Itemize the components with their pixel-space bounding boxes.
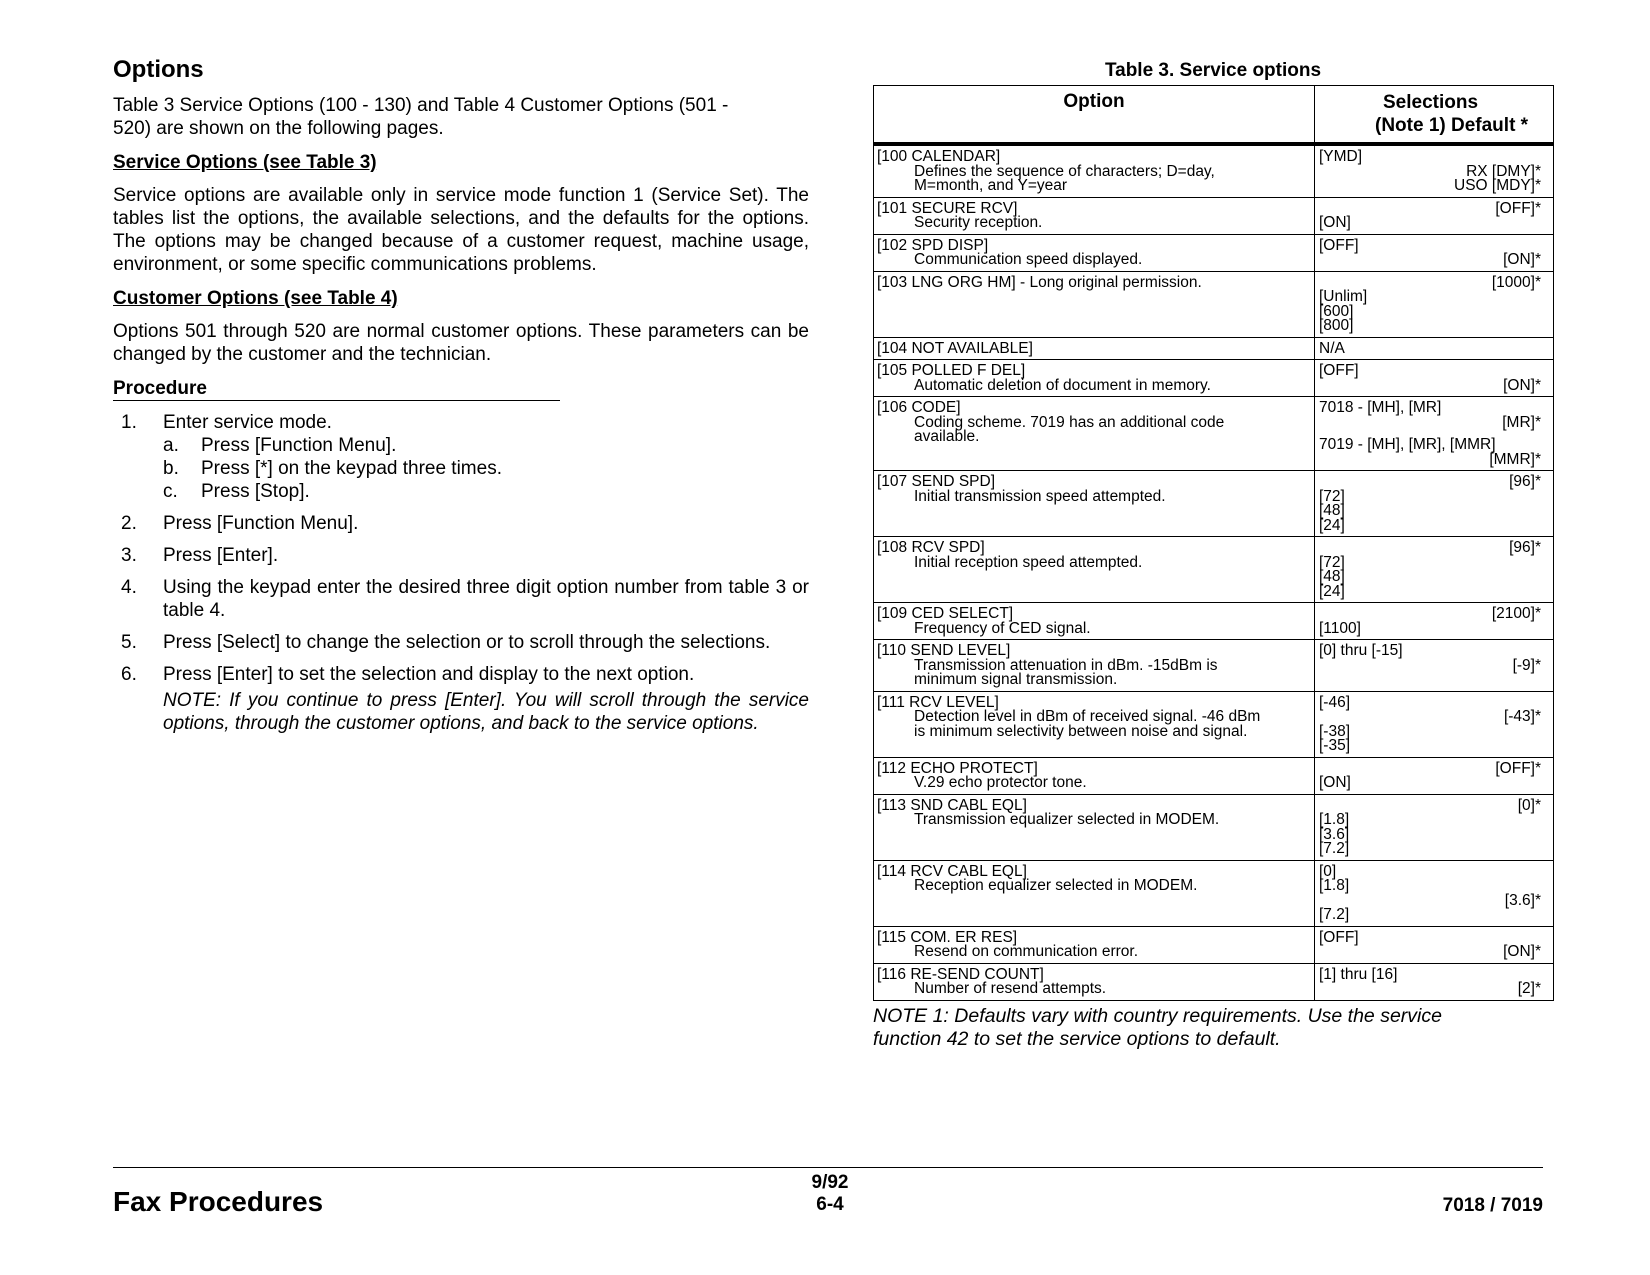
selection-value: [ON] [1319,774,1351,791]
option-name: [111 RCV LEVEL] [877,693,999,711]
selection-value: [1.8] [1319,877,1350,894]
right-column [873,60,1553,1051]
step-text: Enter service mode. [163,412,332,433]
default-value: [ON]* [1503,251,1541,268]
procedure-steps [113,411,809,735]
intro-line-2: 520) are shown on the following pages. [113,118,444,139]
option-description: Detection level in dBm of received signal. -46 dBm [914,708,1261,725]
default-value: [ON]* [1503,943,1541,960]
selection-value: N/A [1319,339,1345,357]
step-number: 1. [121,412,137,433]
option-cell [874,603,1315,640]
option-name: [113 SND CABL EQL] [877,796,1027,814]
selections-cell [1315,337,1554,360]
footer-page-number: 6-4 [816,1194,844,1215]
table-header-row [874,86,1554,145]
default-value: [0]* [1517,796,1541,814]
table-row [874,926,1554,963]
selection-value: [OFF] [1319,928,1359,946]
selection-value: [-35] [1319,737,1351,754]
selection-value: [600] [1319,302,1354,320]
table-footnote: NOTE 1: Defaults vary with country requirements. Use the service function 42 to set the service options to default. [873,1004,1442,1050]
selections-cell [1315,234,1554,271]
table-row [874,234,1554,271]
step-5: 5. Press [Select] to change the selection or to scroll through the selections. [121,632,771,653]
default-value: [3.6]* [1504,891,1541,909]
selection-value: [Unlim] [1319,288,1368,305]
selection-value: [1] thru [16] [1319,965,1398,983]
selections-cell [1315,397,1554,471]
service-options-text: Service options are available only in service mode function 1 (Service Set). The tables list the options, the available selections, and the defaults for the options. The options may be changed because of a customer request, machine usage, environment, or some specific communications problems. [113,185,809,275]
option-name: [102 SPD DISP] [877,236,989,254]
selections-cell [1315,757,1554,794]
option-description: Resend on communication error. [914,943,1139,960]
default-value: [ON]* [1503,376,1541,394]
default-value: [2100]* [1491,605,1541,622]
table-row [874,757,1554,794]
selections-column-header: Selections (Note 1) Default * [1315,86,1554,145]
option-description: Initial reception speed attempted. [914,553,1143,571]
table-caption: Table 3. Service options [1104,60,1322,81]
customer-options-heading: Customer Options (see Table 4) [113,288,398,309]
default-value: [OFF]* [1495,199,1541,217]
option-cell [874,234,1315,271]
default-value: USO [MDY]* [1454,177,1541,194]
option-cell [874,691,1315,757]
selections-cell [1315,197,1554,234]
step-3: 3. Press [Enter]. [121,545,279,566]
selection-value: [YMD] [1319,148,1363,165]
default-value: [2]* [1517,980,1541,997]
selection-value: [48] [1319,568,1345,585]
table-row [874,691,1554,757]
option-description: Communication speed displayed. [914,251,1143,268]
section-title: Options [113,56,204,83]
selections-cell [1315,963,1554,1000]
selections-cell [1315,794,1554,860]
selection-value: [72] [1319,553,1345,571]
option-cell [874,794,1315,860]
left-column [113,56,809,735]
footer-date-page [760,1172,900,1216]
table-row [874,603,1554,640]
table-row [874,794,1554,860]
service-options-table [873,85,1554,1001]
default-value: [-9]* [1512,656,1541,674]
selection-value: [0] thru [-15] [1319,642,1403,659]
option-cell [874,537,1315,603]
selection-value: [-38] [1319,722,1351,740]
selection-value: [24] [1319,516,1345,534]
selections-cell [1315,471,1554,537]
substep-b: b. Press [*] on the keypad three times. [163,458,502,479]
table-row [874,860,1554,926]
selections-cell [1315,271,1554,337]
option-name: [114 RCV CABL EQL] [877,862,1027,880]
service-options-heading: Service Options (see Table 3) [113,152,377,173]
step-6: 6. Press [Enter] to set the selection and display to the next option. [121,664,695,685]
table-row [874,963,1554,1000]
selections-cell [1315,360,1554,397]
option-description: Transmission equalizer selected in MODEM. [914,811,1220,828]
option-description: Security reception. [914,214,1043,231]
procedure-note: NOTE: If you continue to press [Enter]. You will scroll through the service options, through the customer options, and back to the service options. [163,690,809,734]
default-value: [96]* [1509,473,1541,490]
step-2: 2. Press [Function Menu]. [121,513,359,534]
selection-value: [7.2] [1319,906,1350,923]
option-cell [874,926,1315,963]
selection-value: [800] [1319,317,1354,334]
selection-value: [3.6] [1319,825,1350,843]
selection-value: 7018 - [MH], [MR] [1319,399,1442,416]
selection-value: [0] [1319,862,1337,880]
selection-value: [-46] [1319,693,1351,711]
option-name: [109 CED SELECT] [877,605,1014,622]
selection-value: [24] [1319,582,1345,600]
option-cell [874,963,1315,1000]
footer-rule [113,1167,1543,1168]
footer-date: 9/92 [811,1172,849,1193]
default-value: [96]* [1509,539,1541,556]
option-description: Frequency of CED signal. [914,619,1091,637]
default-value: [-43]* [1503,708,1541,725]
option-column-header: Option [874,86,1315,145]
selection-value: [48] [1319,502,1345,519]
option-name: [104 NOT AVAILABLE] [877,339,1033,357]
substeps [163,434,809,503]
option-name: [105 POLLED F DEL] [877,362,1026,379]
default-value: [MR]* [1502,413,1541,431]
option-cell [874,397,1315,471]
option-description: is minimum selectivity between noise and signal. [914,722,1248,740]
option-cell [874,271,1315,337]
default-value: [OFF]* [1495,759,1541,777]
selections-cell [1315,603,1554,640]
default-value: [1000]* [1491,273,1541,291]
substep-a: a. Press [Function Menu]. [163,435,397,456]
option-description: Coding scheme. 7019 has an additional code [914,413,1225,431]
option-name: [116 RE-SEND COUNT] [877,965,1044,983]
table-row [874,337,1554,360]
procedure-heading: Procedure [113,378,560,401]
option-name: [100 CALENDAR] [877,148,1001,165]
step-4: 4. Using the keypad enter the desired three digit option number from table 3 or table 4. [121,577,809,621]
option-description: Automatic deletion of document in memory. [914,376,1211,394]
option-cell [874,337,1315,360]
footer-model: 7018 / 7019 [1442,1195,1543,1216]
option-cell [874,860,1315,926]
option-description: available. [914,428,980,445]
option-description: minimum signal transmission. [914,671,1118,688]
option-description: Initial transmission speed attempted. [914,487,1166,505]
default-value: RX [DMY]* [1466,162,1541,180]
table-row [874,640,1554,692]
default-value: [MMR]* [1489,450,1541,468]
selections-cell [1315,691,1554,757]
substep-c: c. Press [Stop]. [163,481,310,502]
selection-value: [1100] [1319,619,1361,637]
table-row [874,537,1554,603]
option-name: [106 CODE] [877,399,961,416]
step-1 [113,411,809,503]
option-cell [874,640,1315,692]
footer-title: Fax Procedures [113,1186,324,1217]
option-cell [874,360,1315,397]
selections-cell [1315,640,1554,692]
option-name: [107 SEND SPD] [877,473,996,490]
table-row [874,271,1554,337]
selections-cell [1315,537,1554,603]
table-row [874,197,1554,234]
selection-value: [ON] [1319,214,1351,231]
selection-value: [72] [1319,487,1345,505]
option-name: [115 COM. ER RES] [877,928,1018,946]
selections-cell [1315,926,1554,963]
table-row [874,144,1554,197]
selections-cell [1315,860,1554,926]
selection-value: [1.8] [1319,811,1350,828]
table-row [874,397,1554,471]
option-description: Reception equalizer selected in MODEM. [914,877,1198,894]
customer-options-text: Options 501 through 520 are normal customer options. These parameters can be changed by the customer and the technician. [113,321,809,365]
option-cell [874,471,1315,537]
selection-value: [OFF] [1319,362,1359,379]
option-name: [108 RCV SPD] [877,539,985,556]
option-description: Transmission attenuation in dBm. -15dBm is [914,656,1218,674]
option-cell [874,757,1315,794]
table-row [874,471,1554,537]
option-description: M=month, and Y=year [914,177,1068,194]
option-description: Defines the sequence of characters; D=day, [914,162,1215,180]
option-description: V.29 echo protector tone. [914,774,1087,791]
option-name: [103 LNG ORG HM] - Long original permission. [877,273,1202,291]
option-name: [112 ECHO PROTECT] [877,759,1038,777]
option-name: [110 SEND LEVEL] [877,642,1011,659]
option-cell [874,144,1315,197]
selection-value: [7.2] [1319,840,1350,857]
option-description: Number of resend attempts. [914,980,1107,997]
selections-cell [1315,144,1554,197]
selection-value: [OFF] [1319,236,1359,254]
option-name: [101 SECURE RCV] [877,199,1018,217]
intro-line-1: Table 3 Service Options (100 - 130) and Table 4 Customer Options (501 - [113,95,729,116]
selection-value: 7019 - [MH], [MR], [MMR] [1319,436,1496,453]
table-row [874,360,1554,397]
option-cell [874,197,1315,234]
